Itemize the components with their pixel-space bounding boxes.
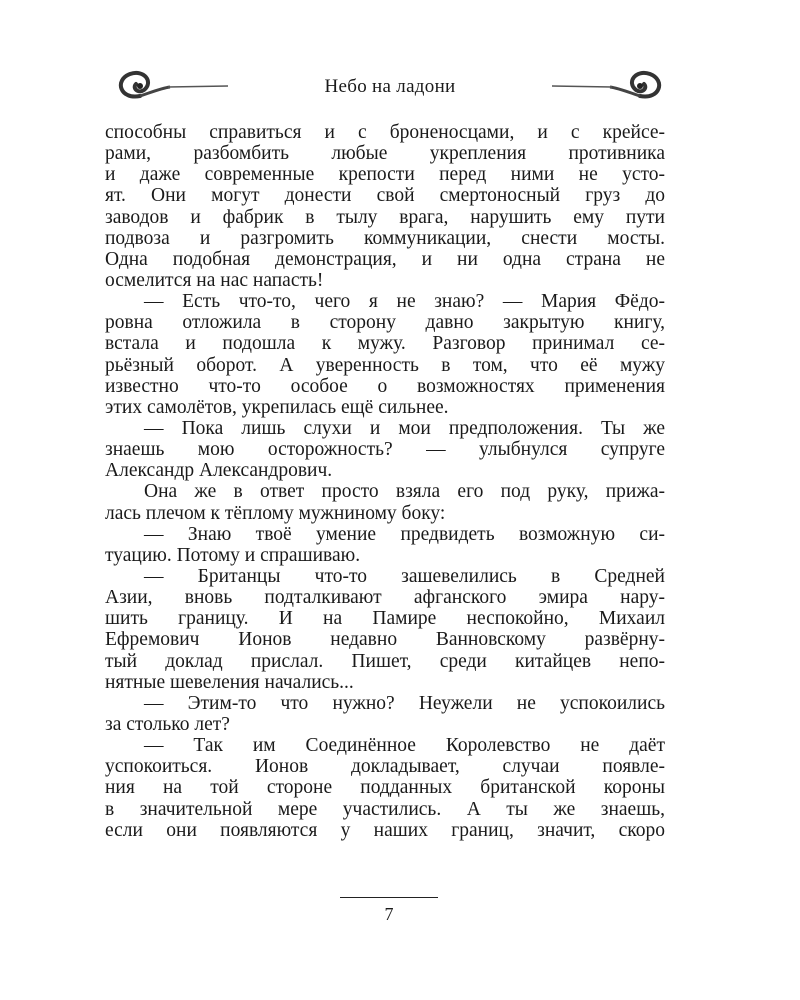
text-line: за столько лет? [105,713,230,735]
text-line: Ефремович Ионов недавно Ванновскому развёрну- [105,629,665,651]
text-line: в значительной мере участились. А ты же знаешь, [105,798,665,820]
running-header [110,60,670,114]
text-line: успокоиться. Ионов докладывает, случаи появле- [105,756,665,778]
text-line: туацию. Потому и спрашиваю. [105,544,361,566]
text-line: — Британцы что-то зашевелились в Средней [144,565,665,587]
text-line: знаешь мою осторожность? — улыбнулся супруге [105,439,665,461]
text-line: шить границу. И на Памире неспокойно, Михаил [105,608,665,630]
text-line: — Так им Соединённое Королевство не даёт [144,735,665,757]
text-line: — Этим-то что нужно? Неужели не успокоились [144,692,665,714]
text-line: этих самолётов, укрепилась ещё сильнее. [105,396,449,418]
page-body-text [105,122,665,841]
text-line: Александр Александрович. [105,460,333,482]
text-line: — Есть что-то, чего я не знаю? — Мария Фёдо- [144,291,665,313]
running-title: Небо на ладони [324,76,456,97]
text-line: тый доклад прислал. Пишет, среди китайцев непо- [105,650,665,672]
text-line: способны справиться и с броненосцами, и с крейсе- [105,122,665,143]
text-line: заводов и фабрик в тылу врага, нарушить ему пути [105,206,665,228]
right-swirl-ornament-icon [550,66,670,110]
text-line: — Пока лишь слухи и мои предположения. Ты же [144,417,665,439]
text-line: Одна подобная демонстрация, и ни одна страна не [105,248,665,270]
text-line: рьёзный оборот. А уверенность в том, что её мужу [105,354,665,376]
text-line: встала и подошла к мужу. Разговор принимал се- [105,333,665,355]
text-line: рами, разбомбить любые укрепления противника [105,143,665,165]
text-line: ния на той стороне подданных британской короны [105,777,665,799]
text-line: осмелится на нас напасть! [105,269,324,291]
text-line: — Знаю твоё умение предвидеть возможную си- [144,523,665,545]
text-line: ят. Они могут донести свой смертоносный груз до [105,185,665,207]
footer-divider [340,897,438,898]
text-line: если они появляются у наших границ, значит, скоро [105,819,665,841]
text-line: Она же в ответ просто взяла его под руку, прижа- [144,481,665,503]
text-line: лась плечом к тёплому мужниному боку: [105,502,446,524]
text-line: и даже современные крепости перед ними не усто- [105,164,665,186]
page-number: 7 [384,904,394,924]
text-line: Азии, вновь подталкивают афганского эмира нару- [105,587,665,609]
text-line: нятные шевеления начались... [105,671,354,693]
text-line: подвоза и разгромить коммуникации, снести мосты. [105,227,665,249]
text-line: ровна отложила в сторону давно закрытую книгу, [105,312,665,334]
text-line: известно что-то особое о возможностях применения [105,375,665,397]
